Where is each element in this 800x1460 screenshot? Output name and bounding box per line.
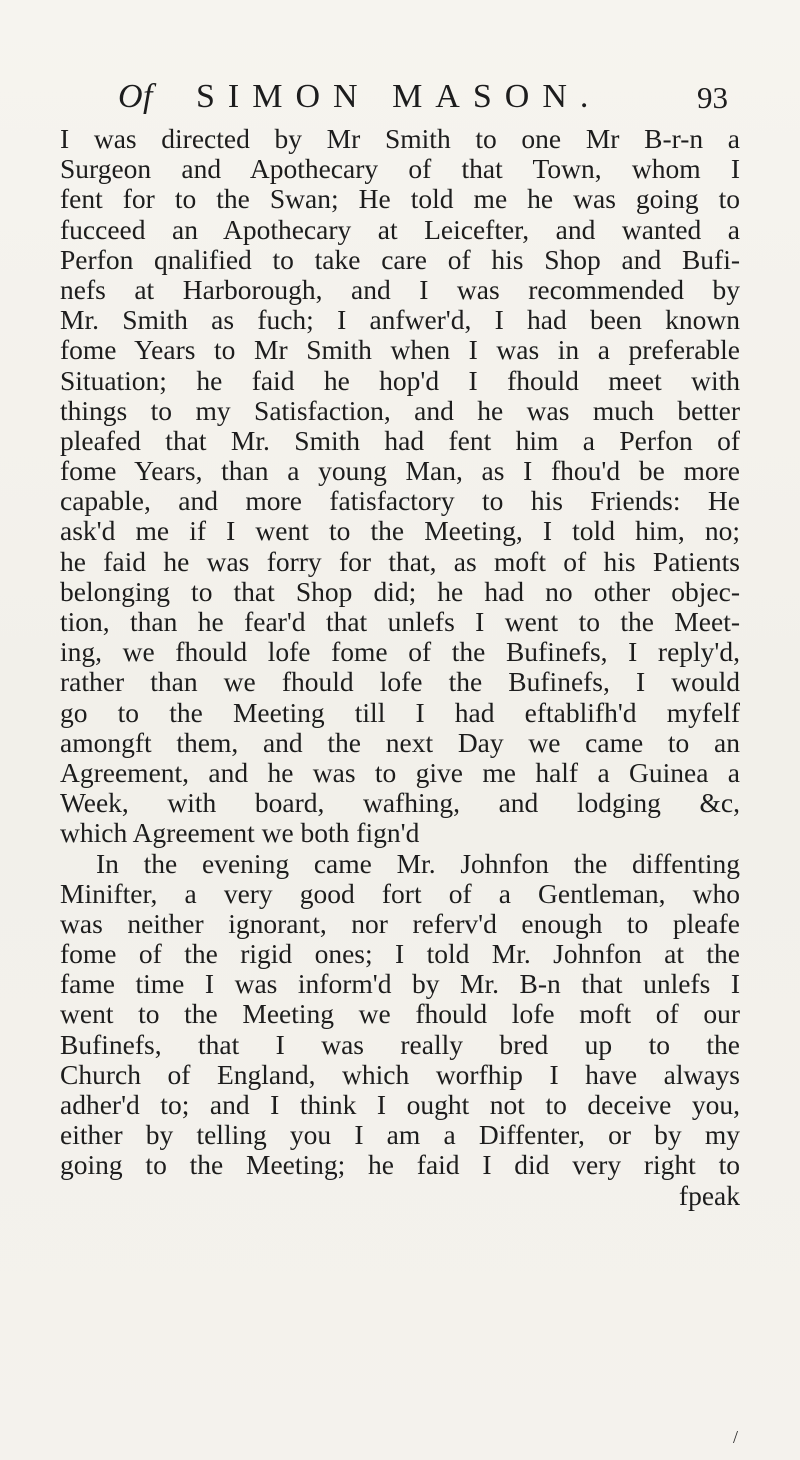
footer-mark: /	[733, 1427, 739, 1447]
text-line: tion, than he fear'd that unlefs I went to the Meet-	[60, 607, 740, 637]
text-line: he faid he was forry for that, as moft of his Patients	[60, 546, 740, 577]
text-line: Surgeon and Apothecary of that Town, whom I	[60, 154, 740, 185]
text-line: Week, with board, wafhing, and lodging &c,	[60, 788, 740, 819]
text-line: capable, and more fatisfactory to his Friends: He	[60, 486, 740, 517]
text-line: was neither ignorant, nor referv'd enough to pleafe	[60, 908, 740, 939]
text-line: either by telling you I am a Diffenter, or by my	[60, 1120, 740, 1151]
catchword: fpeak	[678, 1180, 740, 1211]
page-number: 93	[697, 80, 728, 115]
text-line: go to the Meeting till I had eftablifh'd myfelf	[60, 697, 740, 728]
running-header	[118, 78, 728, 122]
text-line: Perfon qnalified to take care of his Shop and Bufi-	[60, 244, 740, 275]
text-line: going to the Meeting; he faid I did very right to	[60, 1150, 740, 1181]
text-line: went to the Meeting we fhould lofe moft of our	[60, 999, 740, 1030]
text-line: pleafed that Mr. Smith had fent him a Perfon of	[60, 425, 740, 456]
text-line: fame time I was inform'd by Mr. B-n that unlefs I	[60, 969, 740, 1000]
text-line: I was directed by Mr Smith to one Mr B-r-n a	[60, 124, 740, 154]
text-line: which Agreement we both fign'd	[60, 818, 420, 849]
text-line: nefs at Harborough, and I was recommended by	[60, 274, 740, 305]
text-line: amongft them, and the next Day we came to an	[60, 727, 740, 758]
text-line: belonging to that Shop did; he had no other objec-	[60, 576, 740, 607]
text-line: fucceed an Apothecary at Leicefter, and wanted a	[60, 214, 740, 245]
text-line: fome of the rigid ones; I told Mr. Johnfon at the	[60, 939, 740, 970]
text-line: fome Years to Mr Smith when I was in a preferable	[60, 335, 740, 366]
text-line: fent for to the Swan; He told me he was going to	[60, 184, 740, 215]
body-text	[60, 124, 740, 1211]
text-line: Mr. Smith as fuch; I anfwer'd, I had been known	[60, 305, 740, 336]
text-line: things to my Satisfaction, and he was much better	[60, 395, 740, 426]
header-of: Of	[118, 78, 153, 115]
text-line: Minifter, a very good fort of a Gentleman, who	[60, 878, 740, 909]
text-line: fome Years, than a young Man, as I fhou'd be more	[60, 456, 740, 487]
text-line: Bufinefs, that I was really bred up to the	[60, 1029, 740, 1060]
text-line: Church of England, which worfhip I have always	[60, 1059, 740, 1090]
text-line: rather than we fhould lofe the Bufinefs, I would	[60, 667, 740, 698]
text-line: ask'd me if I went to the Meeting, I told him, no;	[60, 516, 740, 547]
text-line: In the evening came Mr. Johnfon the diffenting	[96, 848, 740, 879]
text-line: Agreement, and he was to give me half a Guinea a	[60, 757, 740, 788]
header-title: SIMON MASON.	[196, 78, 602, 115]
text-line: adher'd to; and I think I ought not to deceive you,	[60, 1090, 740, 1120]
text-line: Situation; he faid he hop'd I fhould meet with	[60, 365, 740, 396]
text-line: ing, we fhould lofe fome of the Bufinefs, I reply'd,	[60, 637, 740, 668]
